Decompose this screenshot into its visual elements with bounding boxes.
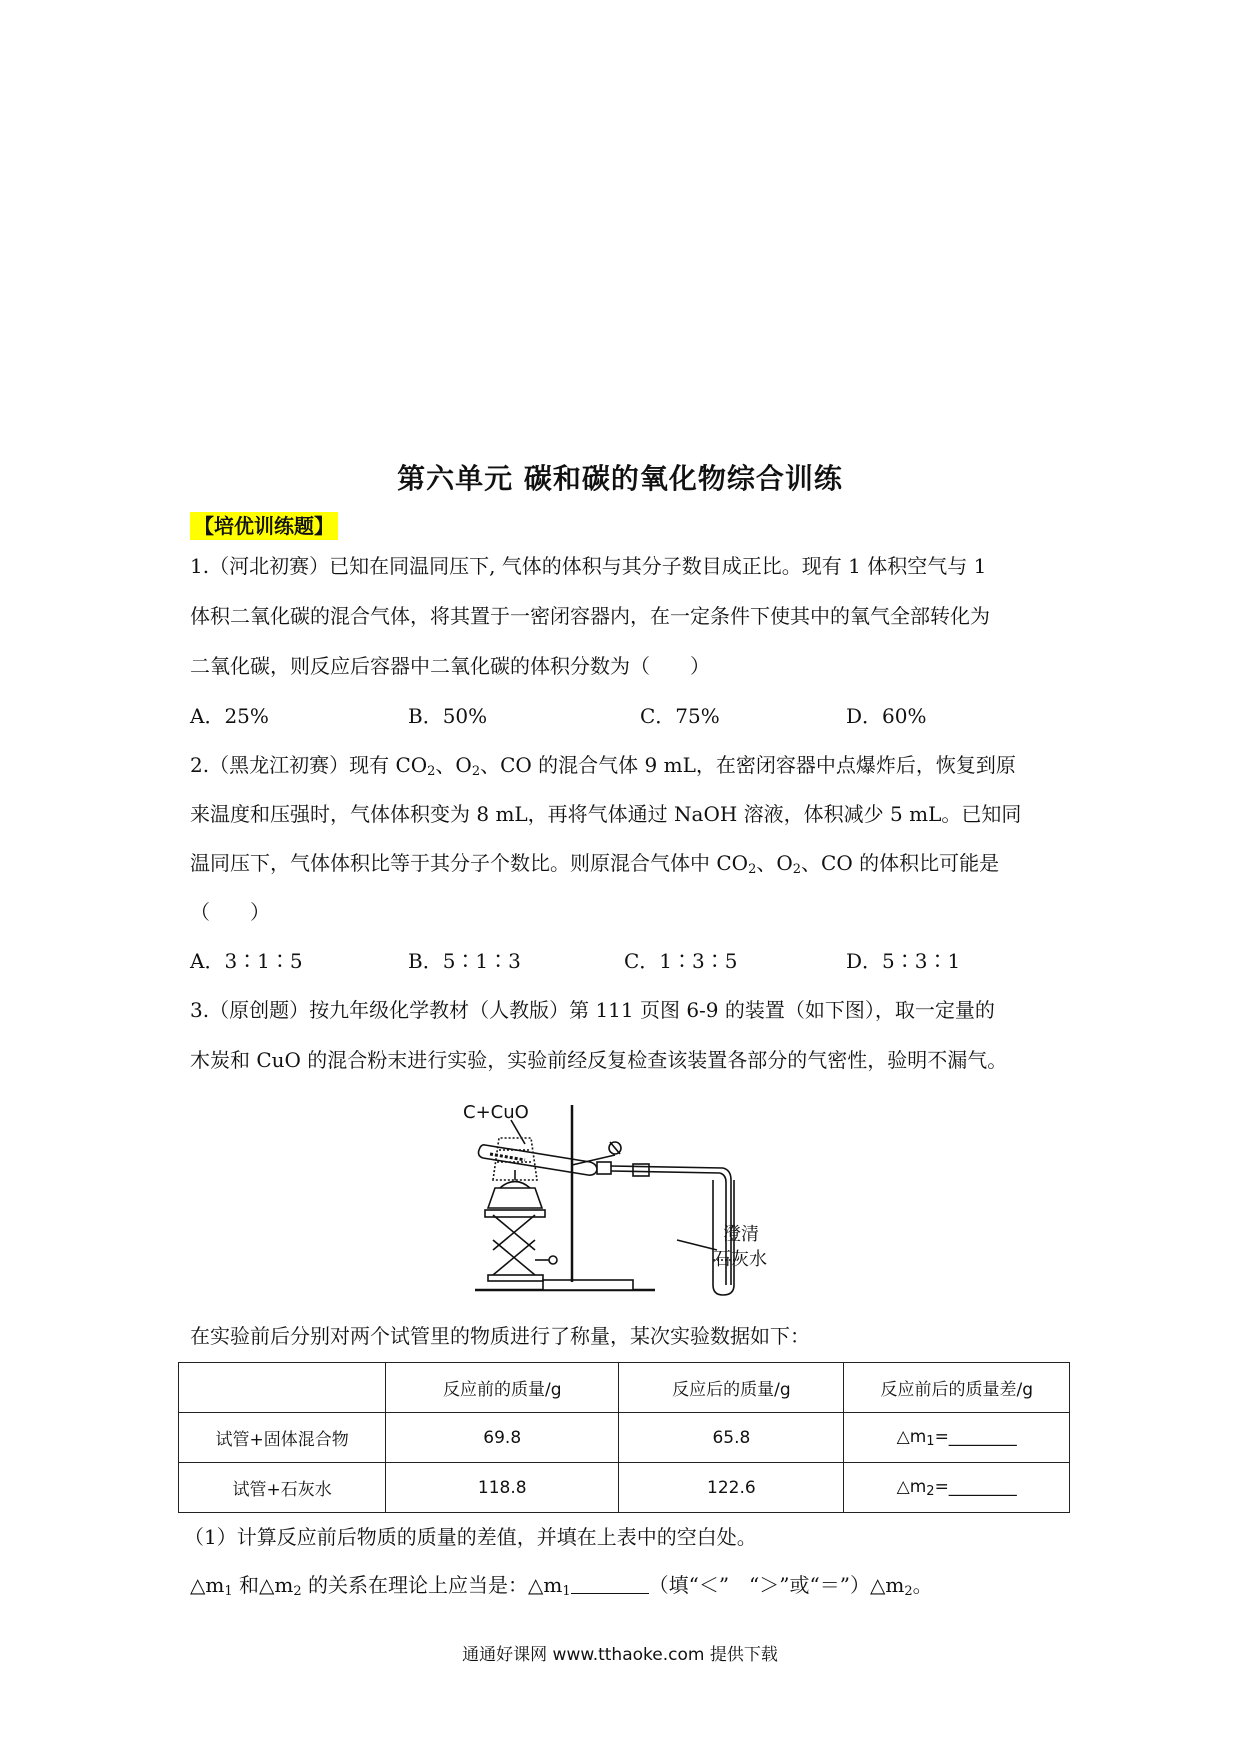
section-badge: 【培优训练题】 xyxy=(190,512,338,540)
q2-option-a: A．3∶1∶5 xyxy=(190,949,303,973)
q1-line-1: 1.（河北初赛）已知在同温同压下, 气体的体积与其分子数目成正比。现有 1 体积空气与 1 xyxy=(190,554,987,578)
table-row xyxy=(179,1463,1070,1513)
figure-label-reactants: C+CuO xyxy=(463,1102,529,1123)
table-header-cell: 反应前的质量/g xyxy=(386,1363,619,1413)
q2-line-1: 2.（黑龙江初赛）现有 $CO_2$、$O_2$、CO 的混合气体 9 mL，在密闭容器中点爆炸后，恢复到原 xyxy=(190,753,1016,779)
table-cell: 69.8 xyxy=(386,1413,619,1463)
q1-option-b: B．50% xyxy=(408,704,488,728)
q2-line-3: 温同压下，气体体积比等于其分子个数比。则原混合气体中 $CO_2$、$O_2$、CO 的体积比可能是 xyxy=(190,851,1000,877)
q2-option-c: C．1∶3∶5 xyxy=(624,949,738,973)
q3-line-1: 3.（原创题）按九年级化学教材（人教版）第 111 页图 6-9 的装置（如下图），取一定量的 xyxy=(190,998,995,1022)
q1-line-2: 体积二氧化碳的混合气体，将其置于一密闭容器内，在一定条件下使其中的氧气全部转化为 xyxy=(190,604,990,628)
page-footer: 通通好课网 www.tthaoke.com 提供下载 xyxy=(462,1645,778,1665)
table-cell: 65.8 xyxy=(619,1413,844,1463)
table-header-cell: 反应前后的质量差/g xyxy=(844,1363,1070,1413)
table-cell: 试管+石灰水 xyxy=(179,1463,386,1513)
table-header-row xyxy=(179,1363,1070,1413)
page-title: 第六单元 碳和碳的氧化物综合训练 xyxy=(397,462,843,495)
q3-line-2: 木炭和 CuO 的混合粉末进行实验，实验前经反复检查该装置各部分的气密性，验明不漏气。 xyxy=(190,1048,1008,1072)
q2-option-b: B．5∶1∶3 xyxy=(408,949,521,973)
q1-option-a: A．25% xyxy=(190,704,269,728)
q1-option-d: D．60% xyxy=(846,704,927,728)
table-header-cell xyxy=(179,1363,386,1413)
table-cell: 122.6 xyxy=(619,1463,844,1513)
apparatus-figure xyxy=(455,1100,795,1300)
figure-label-clear: 澄清 xyxy=(723,1224,759,1245)
table-row xyxy=(179,1413,1070,1463)
q3-relation-line: $\triangle m_1$ 和$\triangle m_2$ 的关系在理论上应当是：$\triangle m_1$ （填“＜” “＞”或“$=”)\triangle m_2$。 xyxy=(190,1573,933,1599)
q3-subquestion-1: （1）计算反应前后物质的质量的差值，并填在上表中的空白处。 xyxy=(184,1525,757,1549)
table-cell: 试管+固体混合物 xyxy=(179,1413,386,1463)
q2-option-d: D．5∶3∶1 xyxy=(846,949,961,973)
q2-line-4: （ ） xyxy=(190,900,270,924)
table-cell-blank: $\triangle m_1=\_\_\_\_\_\_\_\_$ xyxy=(844,1413,1070,1463)
table-cell-blank: $\triangle m_2=\_\_\_\_\_\_\_\_$ xyxy=(844,1463,1070,1513)
answer-blank[interactable] xyxy=(571,1575,649,1594)
q1-line-3: 二氧化碳，则反应后容器中二氧化碳的体积分数为（ ） xyxy=(190,654,710,678)
table-header-cell: 反应后的质量/g xyxy=(619,1363,844,1413)
mass-data-table xyxy=(178,1362,1070,1513)
table-cell: 118.8 xyxy=(386,1463,619,1513)
figure-label-limewater: 石灰水 xyxy=(713,1249,767,1270)
q1-option-c: C．75% xyxy=(640,704,720,728)
q3-table-intro: 在实验前后分别对两个试管里的物质进行了称量，某次实验数据如下： xyxy=(190,1324,810,1348)
q2-line-2: 来温度和压强时，气体体积变为 8 mL，再将气体通过 NaOH 溶液，体积减少 5 mL。已知同 xyxy=(190,802,1022,826)
